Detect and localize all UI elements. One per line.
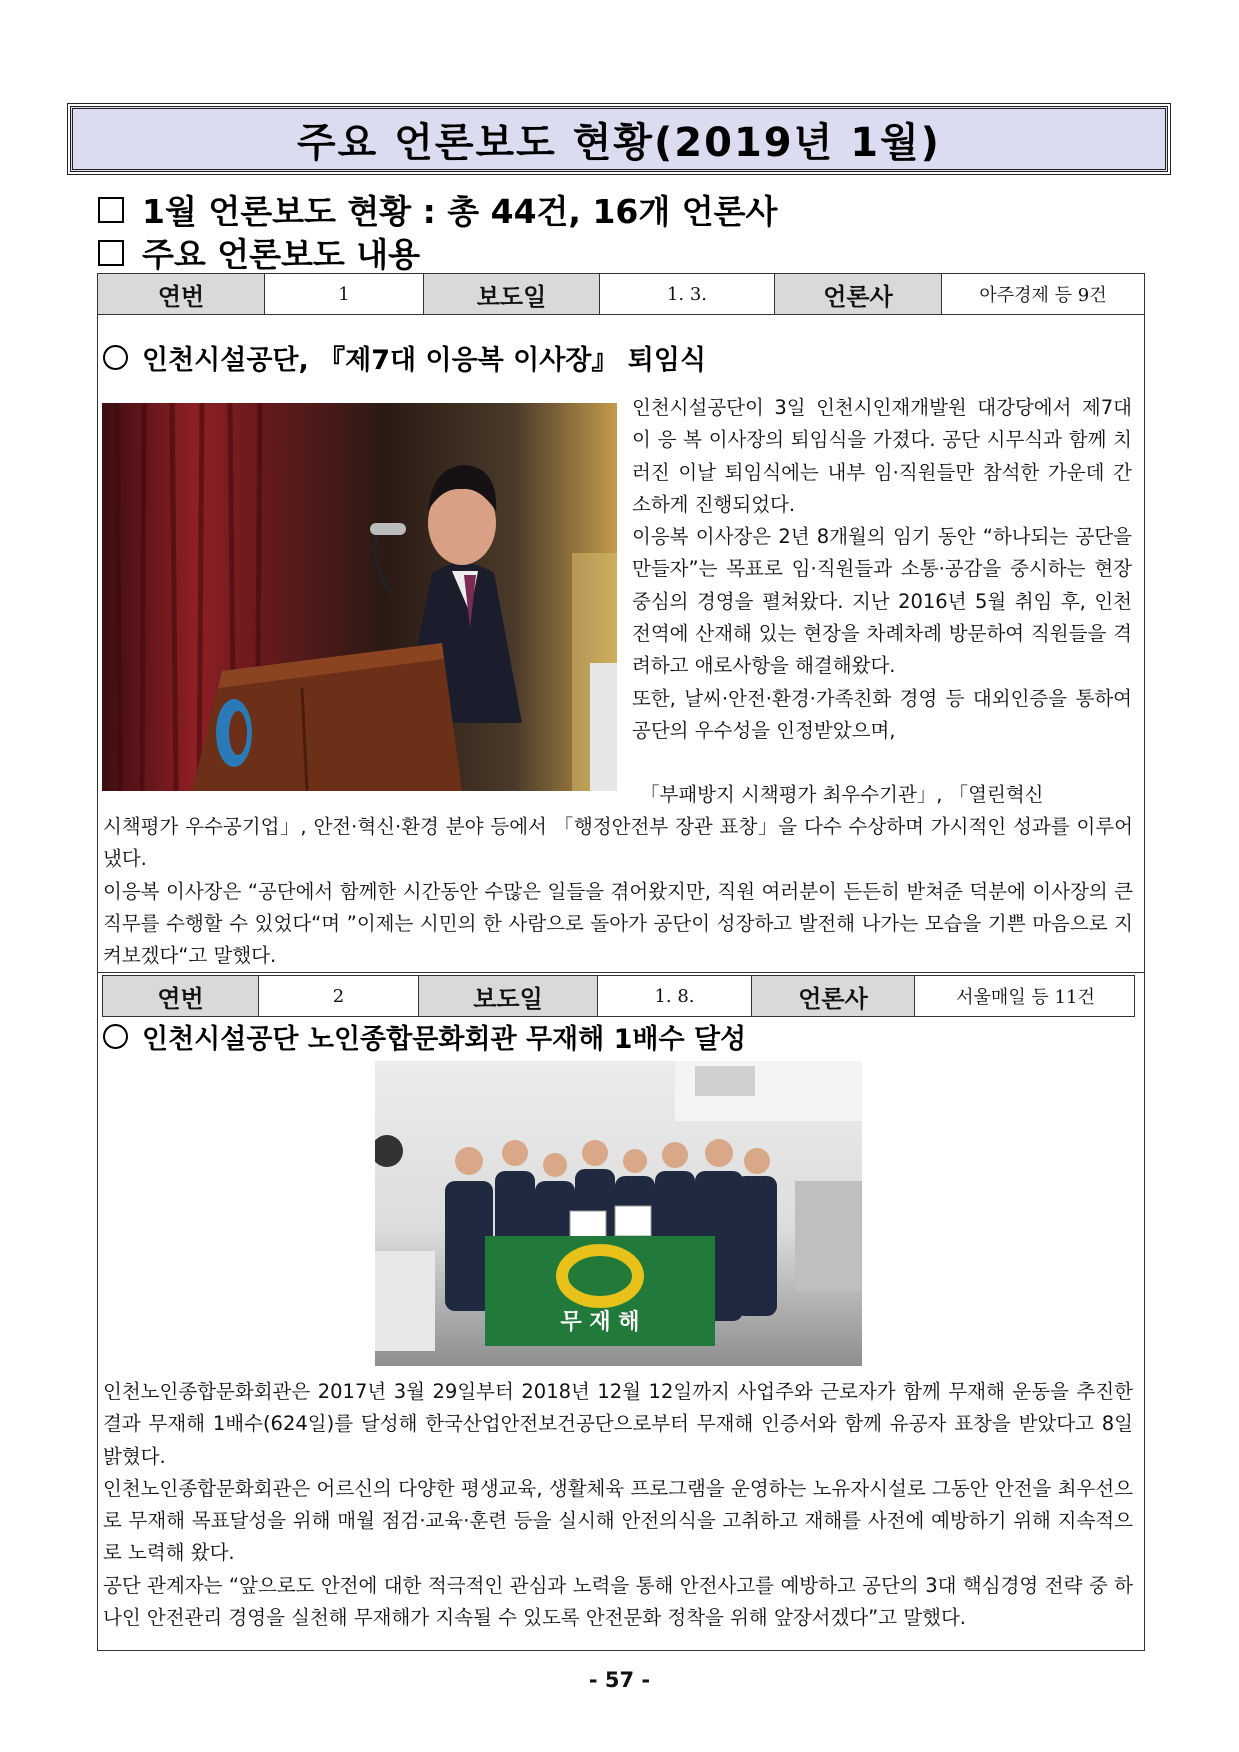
date-value: 1. 8. [598, 976, 752, 1016]
checkbox-icon [98, 197, 124, 223]
paragraph-continuation: 「부패방지 시책평가 최우수기관」, 「열린혁신 [640, 783, 1044, 806]
article-1-title-text: 인천시설공단, 『제7대 이응복 이사장』 퇴임식 [142, 345, 707, 376]
page-title: 주요 언론보도 현황(2019년 1월) [297, 119, 941, 166]
seq-label: 연번 [98, 274, 265, 314]
article-1-title [103, 338, 706, 377]
retirement-ceremony-photo [102, 403, 617, 791]
paragraph: 인천노인종합문화회관은 어르신의 다양한 평생교육, 생활체육 프로그램을 운영하는 노유자시설로 그동안 안전을 최우선으로 무재해 목표달성을 위해 매월 점검·교육·훈련 등을 실시해 안전의식을 고취하고 재해를 사전에 예방하기 위해 지속적으로 노력해 왔다. [103, 1476, 1133, 1565]
article-2-title [103, 1017, 746, 1056]
article-2-title-text: 인천시설공단 노인종합문화회관 무재해 1배수 달성 [142, 1024, 747, 1055]
date-value: 1. 3. [600, 274, 775, 314]
contents-heading [98, 229, 420, 276]
press-value: 아주경제 등 9건 [979, 285, 1107, 306]
zero-accident-group-photo [375, 1061, 862, 1366]
press-label: 언론사 [775, 274, 942, 314]
seq-label: 연번 [103, 976, 259, 1016]
article-2-info-table [102, 975, 1135, 1017]
article-1-side-text [632, 392, 1132, 747]
article-1-cont-line [640, 779, 1134, 811]
circle-bullet-icon [103, 1024, 128, 1049]
page-number: - 57 - [588, 1668, 651, 1692]
press-label: 언론사 [752, 976, 915, 1016]
circle-bullet-icon [103, 345, 128, 370]
paragraph: 인천시설공단이 3일 인천시인재개발원 대강당에서 제7대 이 응 복 이사장의 퇴임식을 가졌다. 공단 시무식과 함께 치러진 이날 퇴임식에는 내부 임·직원들만 참석한 가운데 간소하게 진행되었다. [632, 396, 1132, 516]
paragraph: 공단 관계자는 “앞으로도 안전에 대한 적극적인 관심과 노력을 통해 안전사고를 예방하고 공단의 3대 핵심경영 전략 중 하나인 안전관리 경영을 실천해 무재해가 지속될 수 있도록 안전문화 정착을 위해 앞장서겠다”고 말했다. [103, 1573, 1133, 1630]
page-title-box [70, 106, 1168, 172]
paragraph: 인천노인종합문화회관은 2017년 3월 29일부터 2018년 12월 12일까지 사업주와 근로자가 함께 무재해 운동을 추진한 결과 무재해 1배수(624일)를 달성해 한국산업안전보건공단으로부터 무재해 인증서와 함께 유공자 표창을 받았다고 8일 밝혔다. [103, 1380, 1133, 1468]
summary-heading-text: 1월 언론보도 현황 : 총 44건, 16개 언론사 [142, 192, 778, 231]
article-1-info-table [97, 273, 1145, 315]
press-value: 서울매일 등 11건 [956, 987, 1095, 1008]
paragraph: 이응복 이사장은 2년 8개월의 임기 동안 “하나되는 공단을 만들자”는 목표로 임·직원들과 소통·공감을 중시하는 현장 중심의 경영을 펼쳐왔다. 지난 2016년 5월 취임 후, 인천 전역에 산재해 있는 현장을 차례차례 방문하여 직원들을 격려하고 애로사항을 해결해왔다. [632, 525, 1132, 678]
flag-text: 무 재 해 [560, 1310, 640, 1335]
seq-value: 1 [265, 274, 424, 314]
checkbox-icon [98, 240, 124, 266]
paragraph: 또한, 날씨·안전·환경·가족친화 경영 등 대외인증을 통하여 공단의 우수성을 인정받았으며, [632, 686, 1132, 742]
paragraph: 시책평가 우수공기업」, 안전·혁신·환경 분야 등에서 「행정안전부 장관 표창」을 다수 수상하며 가시적인 성과를 이루어 냈다. [103, 815, 1133, 871]
seq-value: 2 [259, 976, 419, 1016]
article-1-full-text [103, 811, 1133, 972]
contents-heading-text: 주요 언론보도 내용 [142, 235, 421, 274]
summary-heading [98, 186, 777, 233]
article-2-text [103, 1376, 1133, 1634]
date-label: 보도일 [419, 976, 598, 1016]
paragraph: 이응복 이사장은 “공단에서 함께한 시간동안 수많은 일들을 겪어왔지만, 직원 여러분이 든든히 받쳐준 덕분에 이사장의 큰 직무를 수행할 수 있었다“며 ”이제는 시민의 한 사람으로 돌아가 공단이 성장하고 발전해 나가는 모습을 기쁜 마음으로 지켜보겠다“고 말했다. [103, 879, 1133, 968]
date-label: 보도일 [424, 274, 600, 314]
